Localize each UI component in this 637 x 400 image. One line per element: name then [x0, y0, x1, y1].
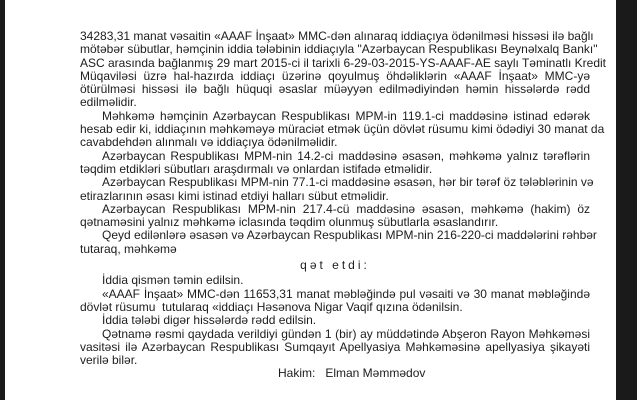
paragraph — [80, 150, 590, 177]
paragraph — [80, 328, 590, 368]
reasoning-section — [80, 29, 607, 256]
text-line: vasitəsi ilə Azərbaycan Respublikası Sumqayıt Apellyasiya Məhkəməsinə apellyasiya şikayəti — [80, 339, 590, 354]
document-body — [80, 29, 607, 381]
text-line: Qətnamə rəsmi qaydada verildiyi gündən 1 (bir) ay müddətində Abşeron Rayon Məhkəməsi — [102, 326, 590, 341]
decision-heading: qət etdi: — [300, 258, 370, 273]
text-line: verilə bilər. — [80, 353, 138, 368]
text-line: ötürülməsi hissəsi ilə bağlı hüquqi əsaslar müəyyən edilmədiyindən həmin hissələrdə rədd — [80, 82, 590, 97]
text-line: «AAAF İnşaat» MMC-dən 11653,31 manat məbləğində pul vəsaiti və 30 manat məbləğində — [102, 286, 590, 301]
document-page — [5, 0, 616, 400]
text-line: İddia tələbi digər hissələrdə rədd edilsin. — [102, 313, 317, 328]
text-line: etirazlarının əsası kimi istinad etdiyi halları sübut etməlidir. — [80, 188, 389, 203]
paragraph — [80, 228, 597, 256]
judge-signature: Hakim: Elman Məmmədov — [278, 366, 426, 381]
text-line: Azərbaycan Respublikası MPM-nin 77.1-ci maddəsinə əsasən, hər bir tərəf öz tələblərinin və — [102, 175, 594, 190]
paragraph — [80, 29, 607, 110]
text-line: Azərbaycan Respublikası MPM-nin 217.4-cü maddəsinə əsasən, məhkəmə (hakim) öz — [102, 201, 590, 216]
paragraph — [80, 288, 590, 315]
text-line: dövlət rüsumu tutularaq «iddiaçı Həsənova Nigar Vaqif qızına ödənilsin. — [80, 299, 463, 314]
text-line: hesab edir ki, iddiaçının məhkəməyə müraciət etmək üçün dövlət rüsumu kimi ödədiyi 30 manat da — [80, 122, 605, 137]
paragraph — [80, 274, 590, 287]
paragraph — [80, 314, 590, 327]
text-line: ASC arasında bağlanmış 29 mart 2015-ci il tarixli 6-29-03-2015-YS-AAAF-AE saylı Təminatlı Kredit — [80, 55, 607, 70]
text-line: mötəbər sübutlar, həmçinin iddia tələbinin iddiaçıyla "Azərbaycan Respublikası Beynəlxalq Bankı" — [80, 42, 598, 57]
text-line: qətnaməsini yalnız məhkəmə iclasında təqdim olunmuş sübutlarla əsaslandırır. — [80, 215, 499, 230]
decision-section — [80, 274, 590, 367]
paragraph — [80, 175, 594, 203]
text-line: 34283,31 manat vəsaitin «AAAF İnşaat» MMC-dən alınaraq iddiaçıya ödənilməsi hissəsi ilə bağlı — [80, 29, 594, 43]
text-line: cavabdehdən alınmalı və iddiaçıya ödənilməlidir. — [80, 135, 338, 150]
text-line: tutaraq, məhkəmə — [80, 241, 177, 256]
paragraph — [80, 203, 590, 230]
text-line: edilməlidir. — [80, 95, 137, 110]
text-line: Müqaviləsi üzrə hal-hazırda iddiaçı üzərinə qoyulmuş öhdəliklərin «AAAF İnşaat» MMC-yə — [80, 68, 590, 83]
text-line: Azərbaycan Respublikası MPM-nin 14.2-ci maddəsinə əsasən, məhkəmə yalnız tərəflərin — [102, 148, 590, 163]
paragraph — [80, 108, 605, 150]
text-line: təqdim etdikləri sübutları araşdırmalı və onlardan istifadə etməlidir. — [80, 161, 433, 176]
text-line: Qeyd edilənlərə əsasən və Azərbaycan Respublikası MPM-nin 216-220-ci maddələrini rəhbər — [102, 228, 597, 243]
text-line: İddia qismən təmin edilsin. — [102, 273, 244, 288]
text-line: Məhkəmə həmçinin Azərbaycan Respublikası MPM-in 119.1-ci maddəsinə istinad edərək — [102, 108, 590, 123]
